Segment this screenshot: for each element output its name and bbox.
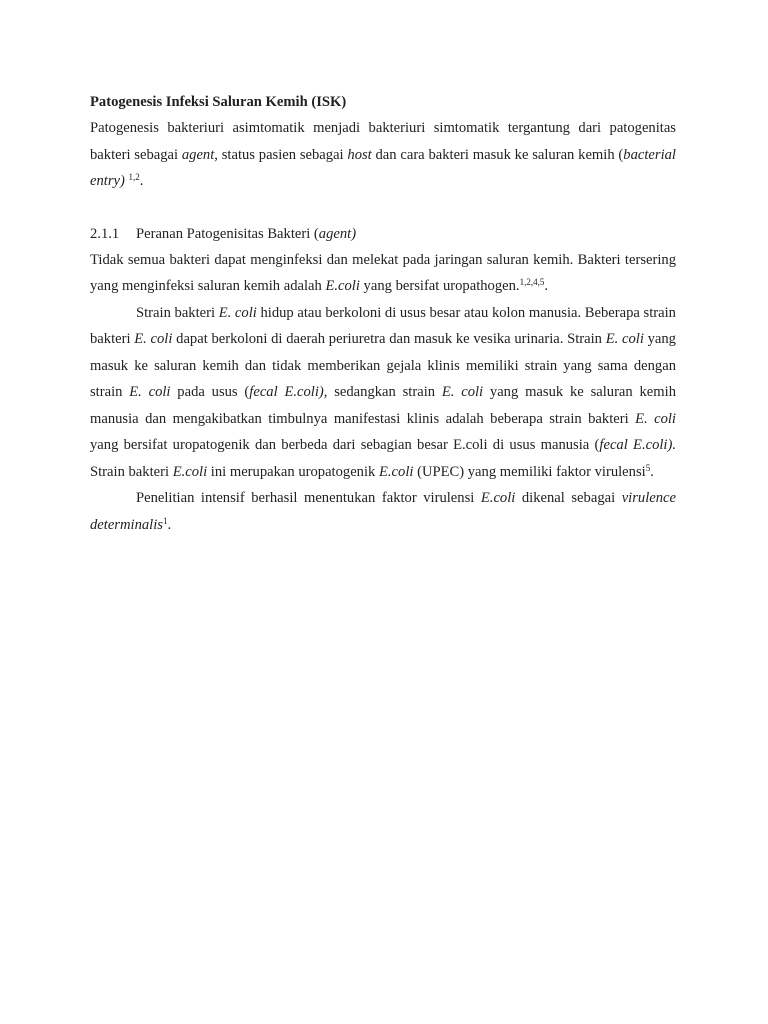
text-run: pada usus ( (170, 384, 250, 400)
italic-term: E. coli (441, 384, 484, 400)
subsection-title-italic: agent) (318, 225, 357, 242)
paragraph-gap (90, 195, 676, 221)
italic-term: virulence determinalis (90, 490, 676, 533)
text-run: . (650, 463, 654, 480)
paragraph-2 (90, 300, 676, 486)
text-run: Strain bakteri (136, 304, 219, 321)
text-run: . (167, 516, 172, 533)
text-run: . (544, 278, 548, 294)
citation-superscript: 1 (162, 515, 168, 526)
italic-term: agent (181, 146, 215, 163)
text-run: yang bersifat uropathogen. (359, 278, 520, 294)
italic-term: fecal E.coli) (249, 384, 324, 400)
paragraph-1 (90, 247, 676, 300)
citation-superscript: 5 (645, 462, 651, 473)
italic-term: host (347, 146, 372, 163)
text-run: dikenal sebagai (515, 490, 622, 506)
italic-term: E.coli (480, 490, 516, 506)
text-run: yang masuk ke saluran kemih dan tidak memberikan gejala klinis memiliki strain yang sama dengan strain (90, 331, 676, 400)
text-run: , sedangkan strain (323, 384, 442, 400)
italic-term: E. coli (129, 384, 171, 400)
text-run: Tidak semua bakteri dapat menginfeksi dan melekat pada jaringan saluran kemih. Bakteri tersering yang menginfeksi saluran kemih adalah (90, 251, 676, 294)
italic-term: bacterial entry) (90, 146, 676, 189)
subsection-heading (90, 221, 676, 247)
text-run: , status pasien sebagai (214, 146, 348, 163)
subsection-number: 2.1.1 (90, 225, 120, 242)
text-run: Strain bakteri (90, 463, 173, 480)
italic-term: E. coli (218, 304, 257, 321)
citation-superscript: 1,2,4,5 (519, 277, 545, 287)
text-run: . (139, 173, 144, 189)
italic-term: E. coli (605, 331, 644, 347)
italic-term: fecal E.coli). (599, 437, 676, 453)
text-run: dapat berkoloni di daerah periuretra dan masuk ke vesika urinaria. Strain (172, 331, 606, 347)
text-run: yang bersifat uropatogenik dan berbeda dari sebagian besar E.coli di usus manusia ( (90, 437, 600, 453)
intro-paragraph (90, 115, 676, 195)
italic-term: E. coli (635, 410, 676, 427)
text-run: hidup atau berkoloni di usus besar atau kolon manusia. Beberapa strain bakteri (90, 304, 676, 347)
paragraph-3 (90, 485, 676, 538)
section-heading: Patogenesis Infeksi Saluran Kemih (ISK) (90, 94, 347, 110)
italic-term: E.coli (172, 463, 208, 480)
text-run: ini merupakan uropatogenik (207, 463, 379, 480)
text-run: dan cara bakteri masuk ke saluran kemih ( (371, 146, 624, 163)
text-run: (UPEC) yang memiliki faktor virulensi (413, 463, 646, 480)
text-run: yang masuk ke saluran kemih manusia dan mengakibatkan timbulnya manifestasi klinis adalah beberapa strain bakteri (90, 384, 676, 427)
citation-superscript: 1,2 (128, 172, 140, 182)
text-run: Penelitian intensif berhasil menentukan faktor virulensi (136, 490, 481, 506)
italic-term: E. coli (134, 331, 173, 347)
subsection-title: Peranan Patogenisitas Bakteri ( (136, 225, 319, 242)
italic-term: E.coli (325, 278, 360, 294)
text-run: Patogenesis bakteriuri asimtomatik menjadi bakteriuri simtomatik tergantung dari patogenitas bakteri sebagai (90, 120, 676, 163)
italic-term: E.coli (378, 463, 414, 480)
